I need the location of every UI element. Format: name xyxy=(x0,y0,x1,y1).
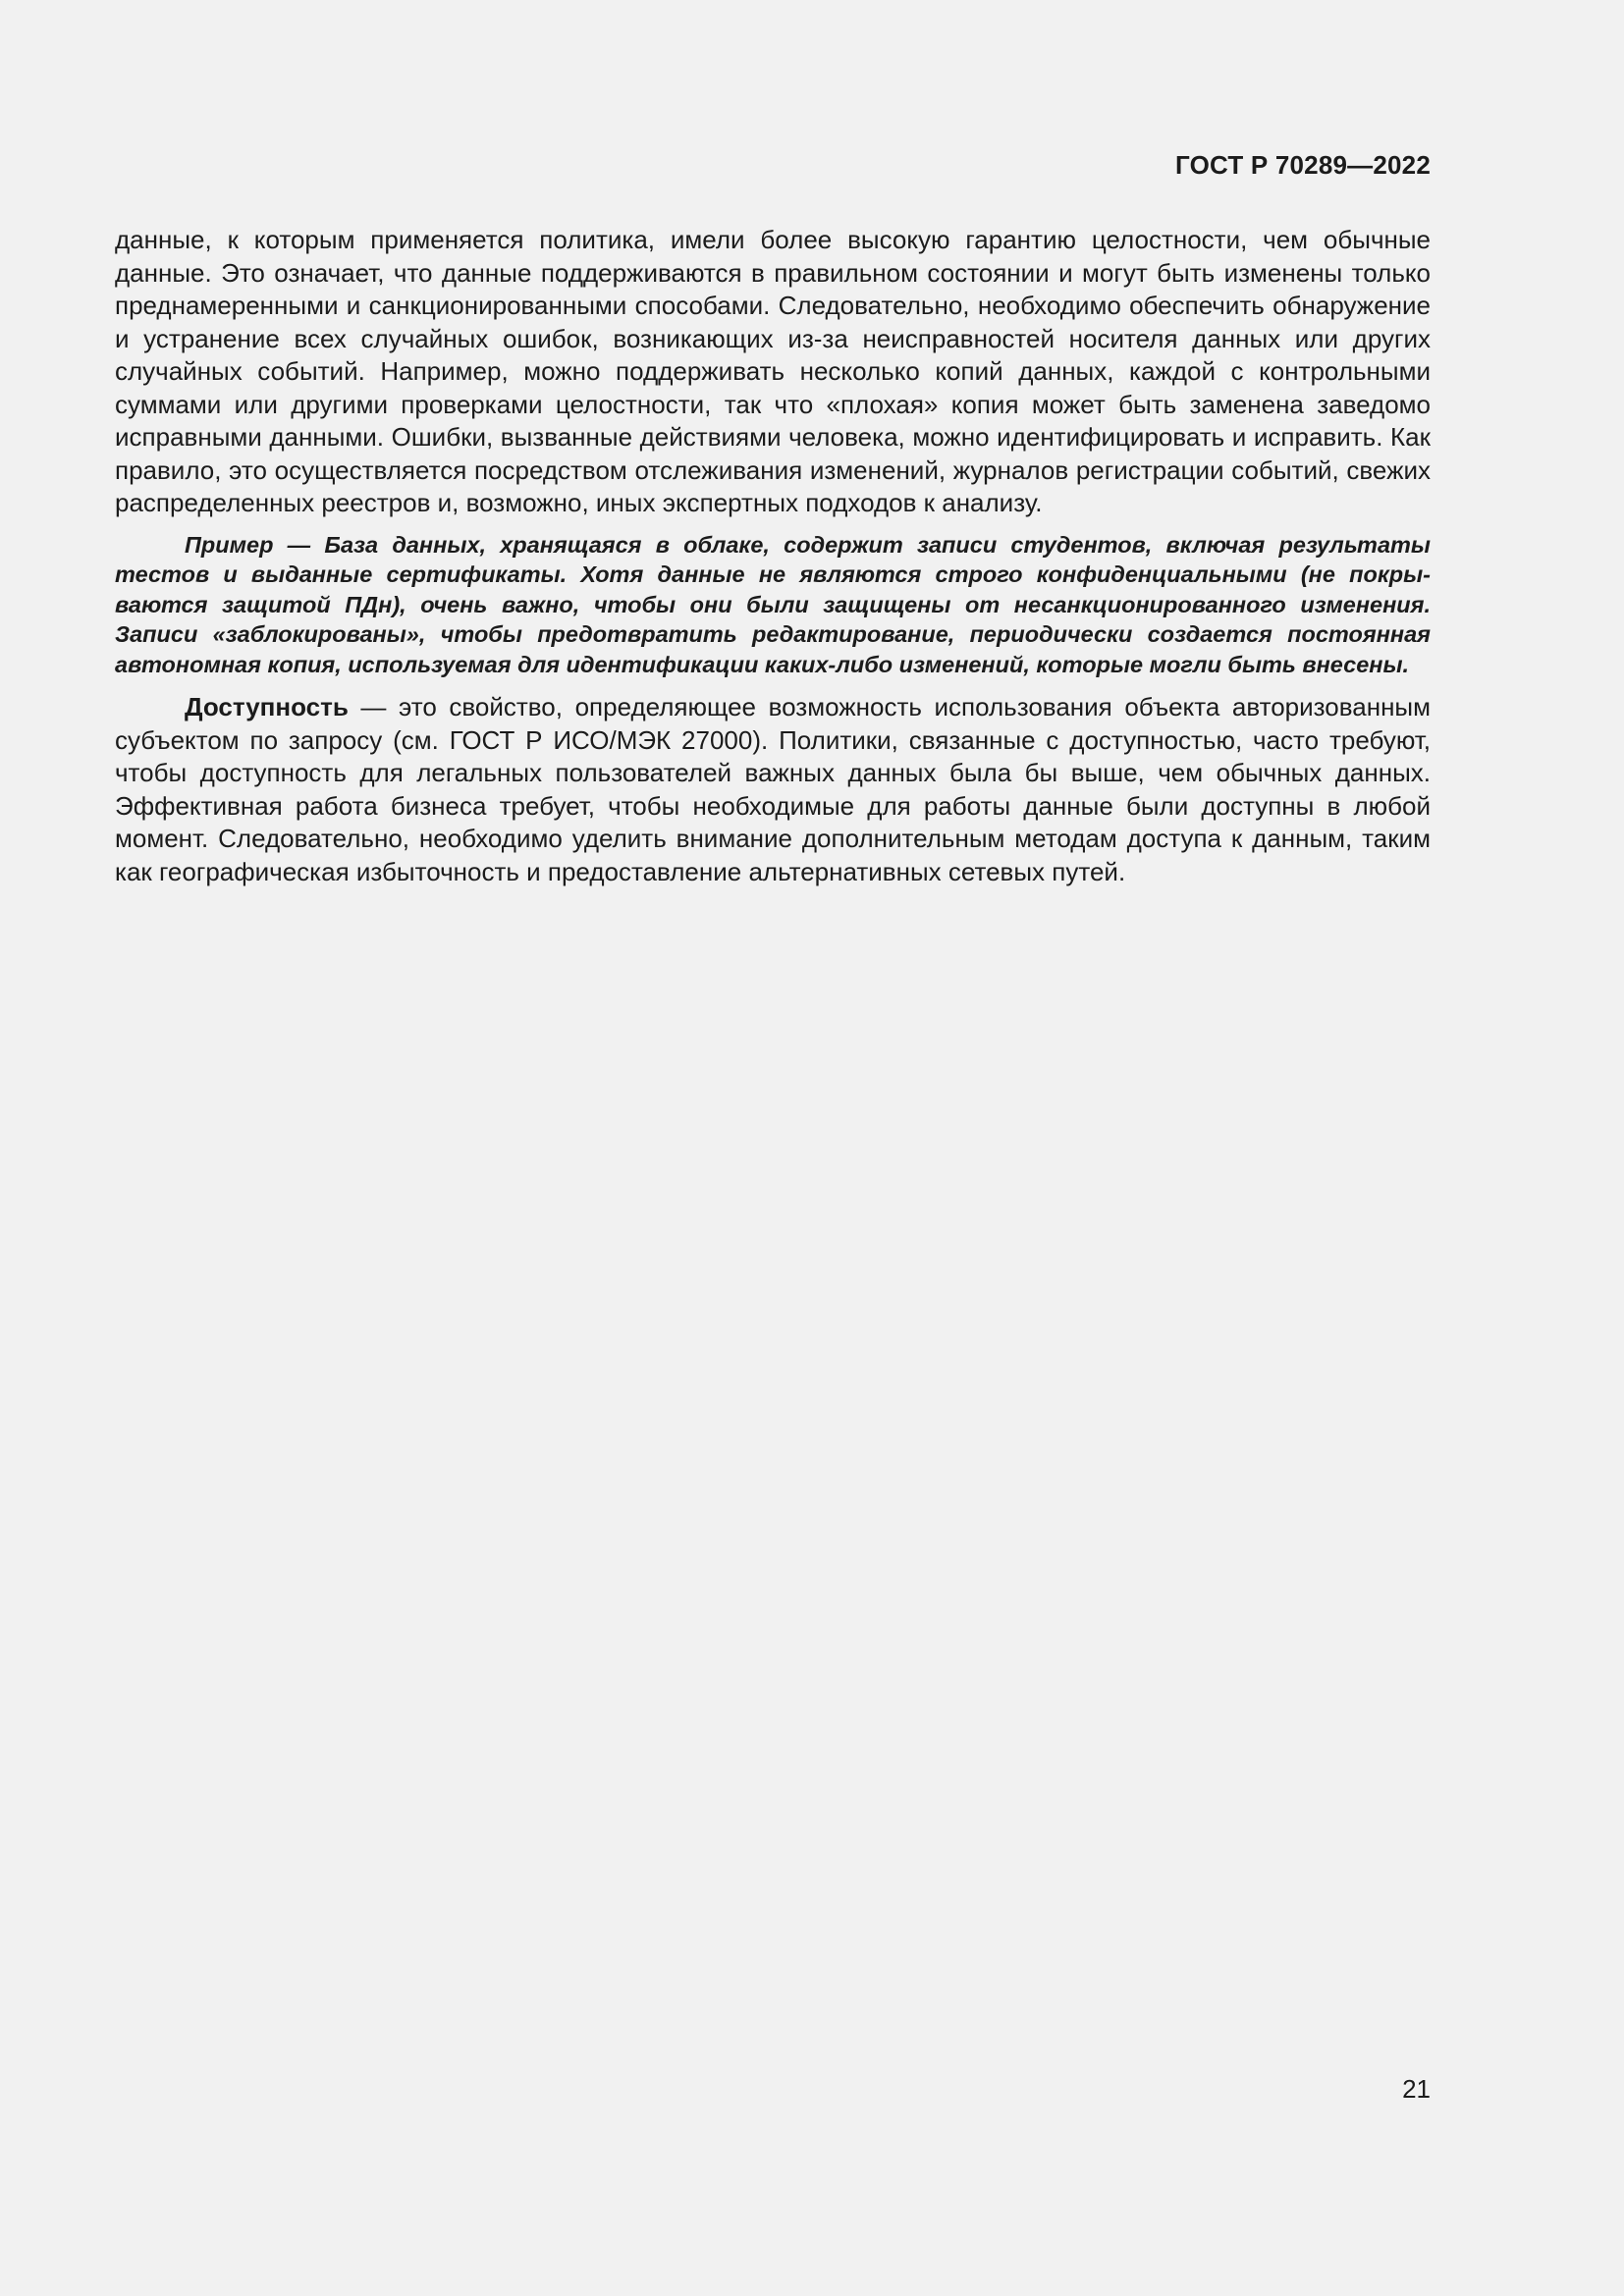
example-note: Пример — База данных, хранящаяся в облаке, содержит записи студентов, включая результаты тестов и выданные сертификаты. Хотя данные не являются строго конфиденциальными (не покрываются защитой ПДн), очень важно, чтобы они были защищены от несанкционированного изменения. Записи «заблокированы», чтобы предотвратить редактирование, периодически создается постоянная автономная копия, используемая для идентификации каких-либо изменений, которые могли быть внесены. xyxy=(115,531,1431,677)
standard-id-header: ГОСТ Р 70289—2022 xyxy=(1175,150,1431,180)
availability-paragraph xyxy=(115,691,1431,888)
page-number: 21 xyxy=(1402,2074,1431,2104)
availability-term: Доступность xyxy=(185,692,349,721)
integrity-continuation-paragraph: данные, к которым применяется политика, имели более высокую гарантию целостности, чем обычные данные. Это означает, что данные поддерживаются в правильном состоянии и могут быть изменены только преднамеренными и санкционированными способами. Следовательно, необходимо обеспечить обнаружение и устранение всех случайных ошибок, возникающих из-за неисправностей носителя данных или других случайных событий. Например, можно поддерживать несколько копий данных, каждой с контрольными суммами или другими проверками целостности, так что «плохая» копия может быть заменена заведомо исправными данными. Ошибки, вызванные действиями человека, можно идентифицировать и исправить. Как правило, это осуществляется посредством отслеживания изменений, журналов регистрации событий, свежих распределенных реестров и, возможно, иных экспертных подходов к анализу. xyxy=(115,225,1431,517)
page-body xyxy=(115,224,1431,888)
availability-definition: — это свойство, определяющее возможность использования объекта авторизованным субъектом по запросу (см. ГОСТ Р ИСО/МЭК 27000). Политики, связанные с доступностью, часто требуют, чтобы доступность для легальных пользователей важных данных была бы выше, чем обычных данных. Эффективная работа бизнеса требует, чтобы необходимые для работы данные были доступны в любой момент. Следовательно, необходимо уделить внимание дополнительным методам доступа к данным, таким как географическая избыточность и предоставление альтернативных сетевых путей. xyxy=(115,692,1431,886)
